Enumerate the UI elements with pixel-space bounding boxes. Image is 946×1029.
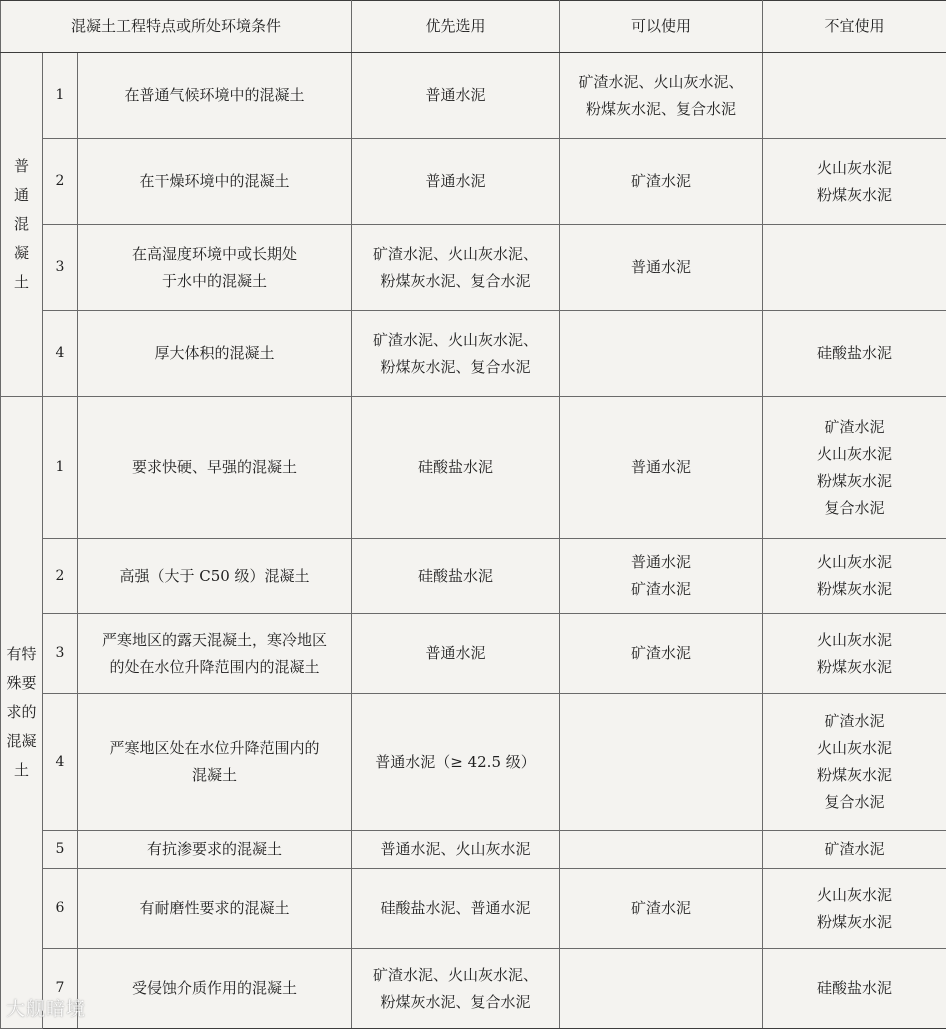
unsuitable-cell-line: 矿渣水泥 xyxy=(767,414,942,441)
usable-cell-line: 矿渣水泥 xyxy=(564,895,758,922)
condition-cell-line: 严寒地区处在水位升降范围内的 xyxy=(82,735,347,762)
preferred-cell-line: 普通水泥 xyxy=(356,168,555,195)
group-label-line: 有特 xyxy=(5,640,38,669)
preferred-cell xyxy=(352,397,560,539)
condition-cell-line: 受侵蚀介质作用的混凝土 xyxy=(82,975,347,1002)
watermark: 大舰暗境 xyxy=(6,994,86,1021)
group-label-line: 混 xyxy=(5,210,38,239)
unsuitable-cell-line: 硅酸盐水泥 xyxy=(767,975,942,1002)
preferred-cell xyxy=(352,225,560,311)
table-row xyxy=(1,539,946,614)
usable-cell-line: 矿渣水泥 xyxy=(564,168,758,195)
unsuitable-cell-line: 复合水泥 xyxy=(767,495,942,522)
table-body xyxy=(1,53,946,1029)
unsuitable-cell-line: 矿渣水泥 xyxy=(767,708,942,735)
condition-cell-line: 要求快硬、早强的混凝土 xyxy=(82,454,347,481)
preferred-cell xyxy=(352,53,560,139)
usable-cell xyxy=(560,397,763,539)
unsuitable-cell xyxy=(763,694,946,831)
group-label-line: 土 xyxy=(5,268,38,297)
usable-cell-line: 普通水泥 xyxy=(564,454,758,481)
condition-cell xyxy=(78,539,352,614)
table-row xyxy=(1,139,946,225)
unsuitable-cell-line: 火山灰水泥 xyxy=(767,549,942,576)
table-row xyxy=(1,694,946,831)
row-number: 4 xyxy=(43,311,78,397)
condition-cell xyxy=(78,694,352,831)
unsuitable-cell xyxy=(763,869,946,949)
row-number: 1 xyxy=(43,397,78,539)
group-label-line: 普 xyxy=(5,152,38,181)
usable-cell xyxy=(560,311,763,397)
row-number: 3 xyxy=(43,614,78,694)
condition-cell xyxy=(78,949,352,1029)
condition-cell xyxy=(78,614,352,694)
row-number: 4 xyxy=(43,694,78,831)
group-label-line: 殊要 xyxy=(5,669,38,698)
preferred-cell xyxy=(352,539,560,614)
unsuitable-cell-line: 粉煤灰水泥 xyxy=(767,909,942,936)
table-row xyxy=(1,311,946,397)
unsuitable-cell xyxy=(763,539,946,614)
unsuitable-cell-line: 粉煤灰水泥 xyxy=(767,576,942,603)
preferred-cell-line: 硅酸盐水泥 xyxy=(356,563,555,590)
unsuitable-cell-line: 火山灰水泥 xyxy=(767,155,942,182)
unsuitable-cell xyxy=(763,139,946,225)
condition-cell-line: 有耐磨性要求的混凝土 xyxy=(82,895,347,922)
preferred-cell-line: 硅酸盐水泥、普通水泥 xyxy=(356,895,555,922)
condition-cell xyxy=(78,831,352,869)
preferred-cell-line: 普通水泥、火山灰水泥 xyxy=(356,836,555,863)
unsuitable-cell xyxy=(763,831,946,869)
preferred-cell-line: 粉煤灰水泥、复合水泥 xyxy=(356,989,555,1016)
row-number: 7 xyxy=(43,949,78,1029)
row-number: 6 xyxy=(43,869,78,949)
condition-cell-line: 高强（大于 C50 级）混凝土 xyxy=(82,563,347,590)
unsuitable-cell-line: 硅酸盐水泥 xyxy=(767,340,942,367)
condition-cell xyxy=(78,311,352,397)
group-label-line: 混凝 xyxy=(5,727,38,756)
table-row xyxy=(1,225,946,311)
row-number: 2 xyxy=(43,539,78,614)
condition-cell-line: 混凝土 xyxy=(82,762,347,789)
usable-cell-line: 普通水泥 xyxy=(564,254,758,281)
table-row xyxy=(1,614,946,694)
usable-cell xyxy=(560,139,763,225)
usable-cell xyxy=(560,614,763,694)
usable-cell xyxy=(560,53,763,139)
preferred-cell-line: 普通水泥（≥ 42.5 级） xyxy=(356,749,555,776)
group-label-line: 通 xyxy=(5,181,38,210)
header-usable: 可以使用 xyxy=(560,1,763,53)
preferred-cell-line: 矿渣水泥、火山灰水泥、 xyxy=(356,962,555,989)
row-number: 3 xyxy=(43,225,78,311)
unsuitable-cell-line: 粉煤灰水泥 xyxy=(767,468,942,495)
preferred-cell xyxy=(352,614,560,694)
usable-cell-line: 粉煤灰水泥、复合水泥 xyxy=(564,96,758,123)
unsuitable-cell-line: 矿渣水泥 xyxy=(767,836,942,863)
preferred-cell-line: 矿渣水泥、火山灰水泥、 xyxy=(356,241,555,268)
preferred-cell xyxy=(352,831,560,869)
unsuitable-cell xyxy=(763,614,946,694)
unsuitable-cell-line: 复合水泥 xyxy=(767,789,942,816)
unsuitable-cell xyxy=(763,53,946,139)
condition-cell-line: 在普通气候环境中的混凝土 xyxy=(82,82,347,109)
usable-cell xyxy=(560,949,763,1029)
unsuitable-cell xyxy=(763,311,946,397)
preferred-cell-line: 普通水泥 xyxy=(356,640,555,667)
group-label-line: 求的 xyxy=(5,698,38,727)
unsuitable-cell-line: 火山灰水泥 xyxy=(767,441,942,468)
header-unsuitable: 不宜使用 xyxy=(763,1,946,53)
condition-cell xyxy=(78,225,352,311)
unsuitable-cell-line: 火山灰水泥 xyxy=(767,627,942,654)
table-row xyxy=(1,397,946,539)
usable-cell-line: 矿渣水泥 xyxy=(564,640,758,667)
condition-cell xyxy=(78,869,352,949)
header-preferred: 优先选用 xyxy=(352,1,560,53)
table-row xyxy=(1,869,946,949)
preferred-cell xyxy=(352,694,560,831)
header-condition: 混凝土工程特点或所处环境条件 xyxy=(1,1,352,53)
condition-cell xyxy=(78,139,352,225)
usable-cell-line: 矿渣水泥、火山灰水泥、 xyxy=(564,69,758,96)
group-label xyxy=(1,53,43,397)
condition-cell-line: 于水中的混凝土 xyxy=(82,268,347,295)
usable-cell xyxy=(560,869,763,949)
preferred-cell-line: 粉煤灰水泥、复合水泥 xyxy=(356,354,555,381)
table-row xyxy=(1,53,946,139)
condition-cell-line: 在高湿度环境中或长期处 xyxy=(82,241,347,268)
unsuitable-cell-line: 火山灰水泥 xyxy=(767,882,942,909)
table-row xyxy=(1,949,946,1029)
group-label-line: 土 xyxy=(5,756,38,785)
condition-cell-line: 有抗渗要求的混凝土 xyxy=(82,836,347,863)
group-label xyxy=(1,397,43,1029)
unsuitable-cell-line: 火山灰水泥 xyxy=(767,735,942,762)
usable-cell-line: 矿渣水泥 xyxy=(564,576,758,603)
preferred-cell-line: 硅酸盐水泥 xyxy=(356,454,555,481)
unsuitable-cell xyxy=(763,225,946,311)
row-number: 1 xyxy=(43,53,78,139)
unsuitable-cell xyxy=(763,397,946,539)
condition-cell-line: 严寒地区的露天混凝土，寒冷地区 xyxy=(82,627,347,654)
condition-cell-line: 厚大体积的混凝土 xyxy=(82,340,347,367)
usable-cell xyxy=(560,831,763,869)
preferred-cell xyxy=(352,311,560,397)
usable-cell xyxy=(560,694,763,831)
preferred-cell xyxy=(352,949,560,1029)
condition-cell-line: 在干燥环境中的混凝土 xyxy=(82,168,347,195)
header-row xyxy=(1,1,946,53)
preferred-cell xyxy=(352,869,560,949)
unsuitable-cell-line: 粉煤灰水泥 xyxy=(767,654,942,681)
usable-cell-line: 普通水泥 xyxy=(564,549,758,576)
preferred-cell xyxy=(352,139,560,225)
usable-cell xyxy=(560,225,763,311)
preferred-cell-line: 矿渣水泥、火山灰水泥、 xyxy=(356,327,555,354)
condition-cell xyxy=(78,53,352,139)
condition-cell xyxy=(78,397,352,539)
table-row xyxy=(1,831,946,869)
preferred-cell-line: 粉煤灰水泥、复合水泥 xyxy=(356,268,555,295)
preferred-cell-line: 普通水泥 xyxy=(356,82,555,109)
usable-cell xyxy=(560,539,763,614)
unsuitable-cell-line: 粉煤灰水泥 xyxy=(767,182,942,209)
row-number: 5 xyxy=(43,831,78,869)
condition-cell-line: 的处在水位升降范围内的混凝土 xyxy=(82,654,347,681)
group-label-line: 凝 xyxy=(5,239,38,268)
unsuitable-cell xyxy=(763,949,946,1029)
unsuitable-cell-line: 粉煤灰水泥 xyxy=(767,762,942,789)
row-number: 2 xyxy=(43,139,78,225)
